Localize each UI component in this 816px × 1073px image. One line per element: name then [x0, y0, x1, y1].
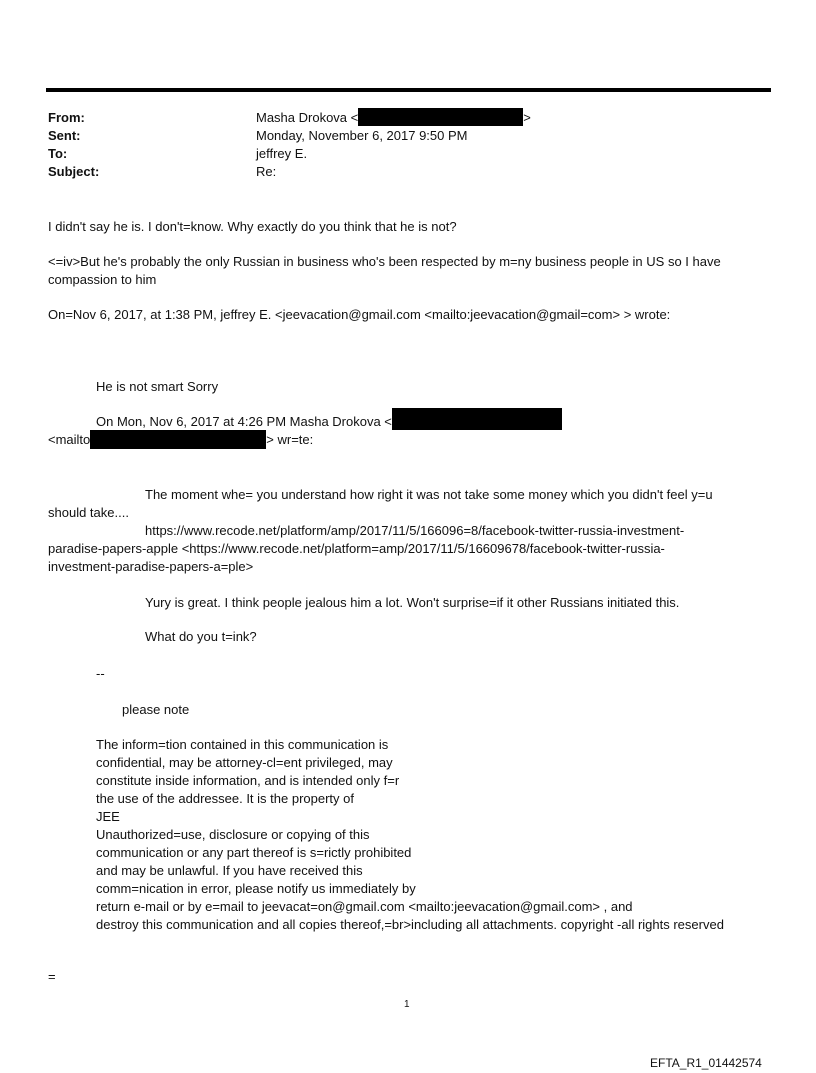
body-paragraph-1: I didn't say he is. I don't=know. Why exactly do you think that he is not? — [48, 219, 457, 234]
quote-header-line-1 — [96, 413, 562, 430]
quoted-attribution: On=Nov 6, 2017, at 1:38 PM, jeffrey E. <jeevacation@gmail.com <mailto:jeevacation@gmail=com> > wrote: — [48, 307, 671, 322]
sent-label: Sent: — [48, 128, 81, 143]
quote-header-text: On Mon, Nov 6, 2017 at 4:26 PM Masha Drokova < — [96, 414, 392, 429]
from-label: From: — [48, 110, 85, 125]
quote-paragraph-1-line-1: The moment whe= you understand how right it was not take some money which you didn't feel y=u — [145, 487, 713, 502]
subject-label: Subject: — [48, 164, 100, 179]
redaction-block — [90, 430, 266, 449]
notice-line: and may be unlawful. If you have received this — [96, 863, 363, 878]
reply-text: He is not smart Sorry — [96, 379, 219, 394]
link-line-3: investment-paradise-papers-a=ple> — [48, 559, 254, 574]
notice-line: Unauthorized=use, disclosure or copying of this — [96, 827, 370, 842]
to-value: jeffrey E. — [256, 146, 308, 161]
notice-line: comm=nication in error, please notify us immediately by — [96, 881, 416, 896]
quote-header-wrote: > wr=te: — [266, 432, 314, 447]
page-number: 1 — [404, 999, 410, 1010]
redaction-block — [358, 108, 523, 126]
please-note: please note — [122, 702, 190, 717]
from-value — [256, 109, 531, 126]
sent-value: Monday, November 6, 2017 9:50 PM — [256, 128, 468, 143]
quote-paragraph-1-line-2: should take.... — [48, 505, 129, 520]
to-label: To: — [48, 146, 68, 161]
quote-paragraph-2: Yury is great. I think people jealous him a lot. Won't surprise=if it other Russians initiated this. — [145, 595, 680, 610]
quote-header-mailto: <mailto — [48, 432, 91, 447]
redaction-block — [392, 408, 562, 430]
notice-line: the use of the addressee. It is the property of — [96, 791, 354, 806]
signature-separator: -- — [96, 666, 105, 681]
quote-paragraph-3: What do you t=ink? — [145, 629, 257, 644]
notice-line: constitute inside information, and is intended only f=r — [96, 773, 400, 788]
notice-line: communication or any part thereof is s=rictly prohibited — [96, 845, 412, 860]
from-name: Masha Drokova < — [256, 110, 359, 125]
notice-line: confidential, may be attorney-cl=ent privileged, may — [96, 755, 393, 770]
confidentiality-notice — [96, 736, 796, 934]
notice-line: return e-mail or by e=mail to jeevacat=on@gmail.com <mailto:jeevacation@gmail.com> , and — [96, 899, 633, 914]
notice-line: destroy this communication and all copies thereof,=br>including all attachments. copyright -all rights reserved — [96, 917, 724, 932]
notice-line: JEE — [96, 809, 120, 824]
body-paragraph-2-line-1: <=iv>But he's probably the only Russian in business who's been respected by m=ny business people in US so I have — [48, 254, 721, 269]
notice-line: The inform=tion contained in this communication is — [96, 737, 389, 752]
header-rule — [46, 88, 771, 92]
subject-value: Re: — [256, 164, 277, 179]
link-line-1: https://www.recode.net/platform/amp/2017/11/5/166096=8/facebook-twitter-russia-investment- — [145, 523, 685, 538]
from-close: > — [523, 110, 531, 125]
trailing-equals: = — [48, 969, 56, 984]
link-line-2: paradise-papers-apple <https://www.recode.net/platform=amp/2017/11/5/16609678/facebook-twitter-russia- — [48, 541, 665, 556]
body-paragraph-2-line-2: compassion to him — [48, 272, 157, 287]
quote-header-line-2 — [48, 431, 313, 449]
document-id: EFTA_R1_01442574 — [650, 1056, 762, 1070]
